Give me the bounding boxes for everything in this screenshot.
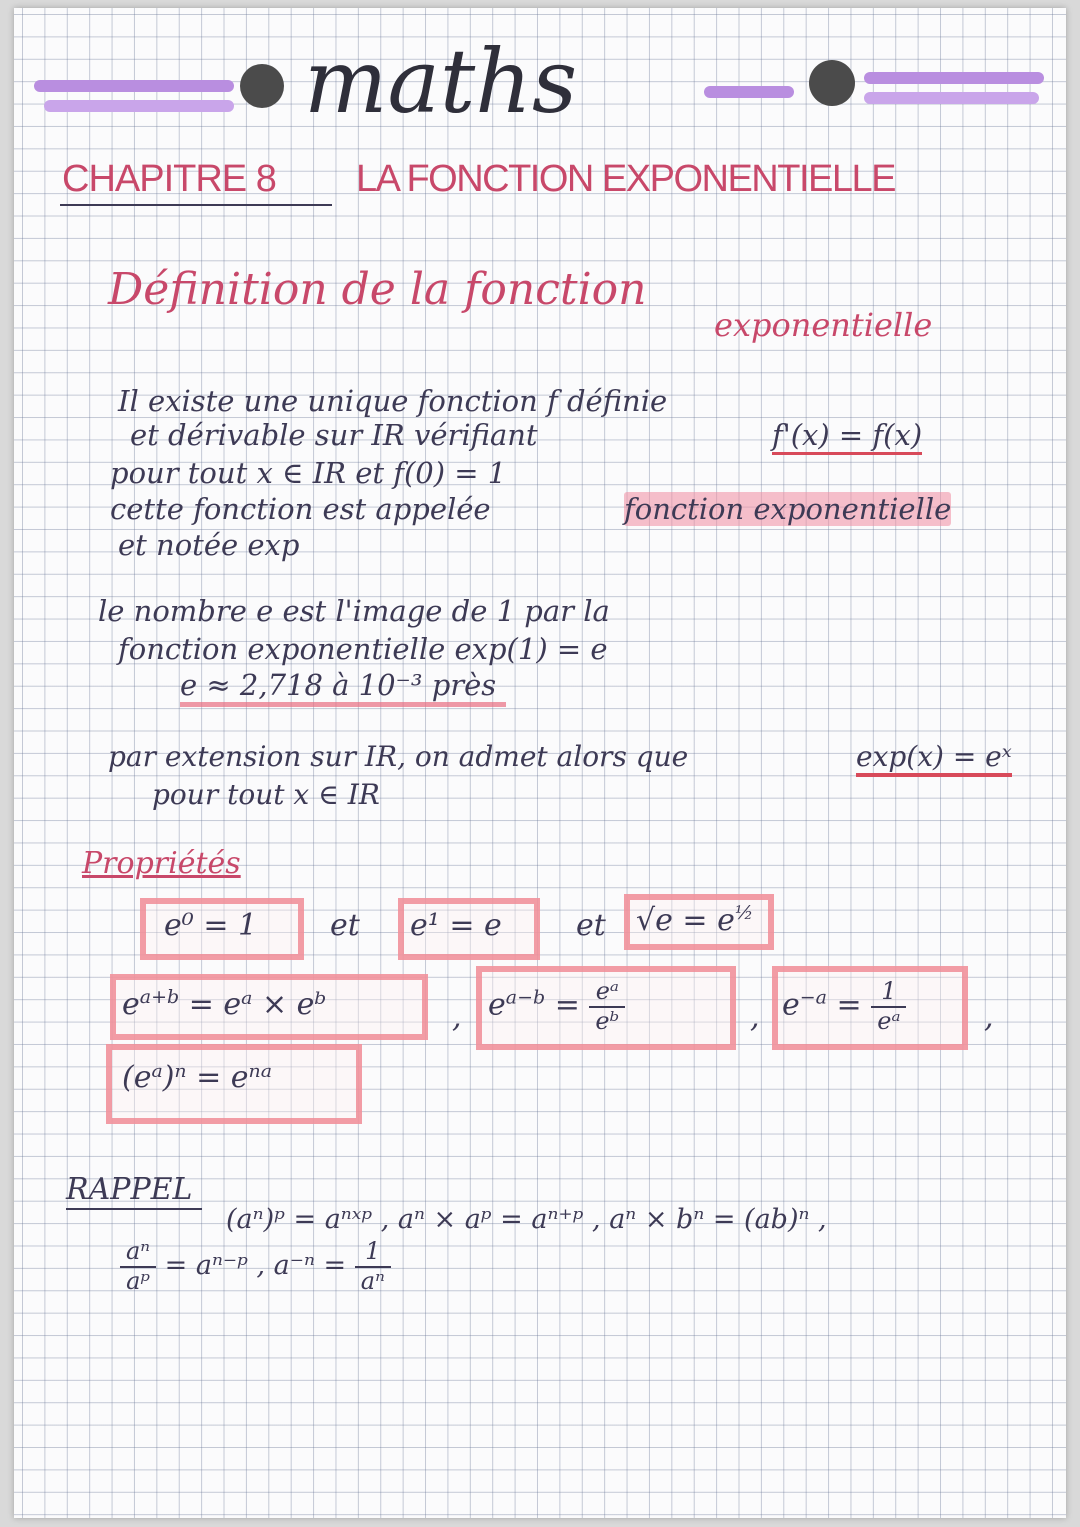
property-diff: $e^{a-b}$ = $\frac{\text{eᵃ}}{\text{eᵇ}}$ [488, 978, 625, 1035]
definition-heading-line2: exponentielle [714, 306, 933, 344]
property-sqrt-e-text: √e = e [636, 903, 735, 938]
header-title: maths [304, 30, 578, 133]
header-stripe-right-2 [864, 92, 1039, 104]
header-stripe-right-1 [864, 72, 1044, 84]
rappel-frac-1-rhs: = aⁿ⁻ᵖ , a⁻ⁿ = [164, 1250, 347, 1282]
property-sqrt-e [636, 902, 753, 938]
nombre-e-line-2: fonction exponentielle exp(1) = e [118, 632, 608, 666]
rappel-line-2 [120, 1238, 391, 1295]
definition-heading: Définition de la fonction [108, 264, 647, 315]
rappel-heading: RAPPEL [66, 1172, 193, 1207]
rappel-underline [66, 1208, 202, 1210]
definition-line-5: et notée exp [118, 528, 300, 562]
sep-1: , [452, 1000, 462, 1035]
property-diff-den: eᵇ [595, 1006, 620, 1035]
definition-line-1: Il existe une unique fonction f définie [118, 384, 668, 418]
definition-line-2: et dérivable sur IR vérifiant [130, 418, 538, 452]
extension-line-2: pour tout x ∈ IR [152, 778, 380, 811]
property-power: (eᵃ)ⁿ = eⁿᵃ [122, 1060, 272, 1095]
header-stripe-left-1 [34, 80, 234, 92]
header-stripe-left-2 [44, 100, 234, 112]
extension-formula: exp(x) = eˣ [856, 740, 1012, 777]
header-dot-left [240, 64, 284, 108]
definition-line-4: cette fonction est appelée [110, 492, 491, 526]
property-sum-rhs: = eᵃ × eᵇ [188, 987, 327, 1022]
header-stripe-mid [704, 86, 794, 98]
rappel-frac-1-den: aᵖ [126, 1266, 150, 1295]
property-diff-num: eᵃ [589, 978, 625, 1008]
property-sum: $e^{a+b}$ = eᵃ × eᵇ [122, 986, 327, 1022]
chapter-label: CHAPITRE 8 [62, 158, 276, 200]
property-diff-frac [589, 978, 625, 1035]
proprietes-heading: Propriétés [82, 846, 241, 881]
extension-line-1: par extension sur IR, on admet alors que [108, 740, 689, 773]
property-neg-exp: −a [799, 986, 828, 1009]
derivative-formula: f'(x) = f(x) [772, 418, 922, 455]
highlighted-term: fonction exponentielle [624, 492, 952, 526]
rappel-frac-2 [355, 1238, 391, 1295]
property-diff-exp: a−b [505, 986, 546, 1009]
sep-3: , [984, 1000, 994, 1035]
header-dot-right [809, 60, 855, 106]
property-e0: e⁰ = 1 [164, 908, 258, 943]
nombre-e-line-1: le nombre e est l'image de 1 par la [98, 594, 610, 628]
connector-et-1: et [330, 908, 360, 943]
nombre-e-line-3: e ≈ 2,718 à 10⁻³ près [180, 668, 506, 707]
notebook-page [14, 8, 1066, 1518]
rappel-frac-2-den: aⁿ [360, 1266, 385, 1295]
property-neg-den: eᵃ [877, 1006, 901, 1035]
property-neg-frac [871, 978, 906, 1035]
chapter-title: LA FONCTION EXPONENTIELLE [356, 158, 895, 200]
definition-line-3: pour tout x ∈ IR et f(0) = 1 [110, 456, 507, 490]
rappel-frac-1-num: aⁿ [120, 1238, 156, 1268]
rappel-frac-2-num: 1 [355, 1238, 391, 1268]
connector-et-2: et [576, 908, 606, 943]
property-sum-exp: a+b [139, 986, 180, 1008]
rappel-line-1: (aⁿ)ᵖ = aⁿˣᵖ , aⁿ × aᵖ = aⁿ⁺ᵖ , aⁿ × bⁿ = (ab)ⁿ , [226, 1204, 827, 1235]
sep-2: , [750, 1000, 760, 1035]
property-e1: e¹ = e [410, 908, 502, 943]
property-neg: $e^{-a}$ = $\frac{1}{\text{eᵃ}}$ [782, 978, 906, 1035]
property-neg-num: 1 [871, 978, 906, 1008]
property-sqrt-e-exp: ½ [734, 902, 754, 924]
rappel-frac-1 [120, 1238, 156, 1295]
chapter-underline [60, 204, 332, 206]
